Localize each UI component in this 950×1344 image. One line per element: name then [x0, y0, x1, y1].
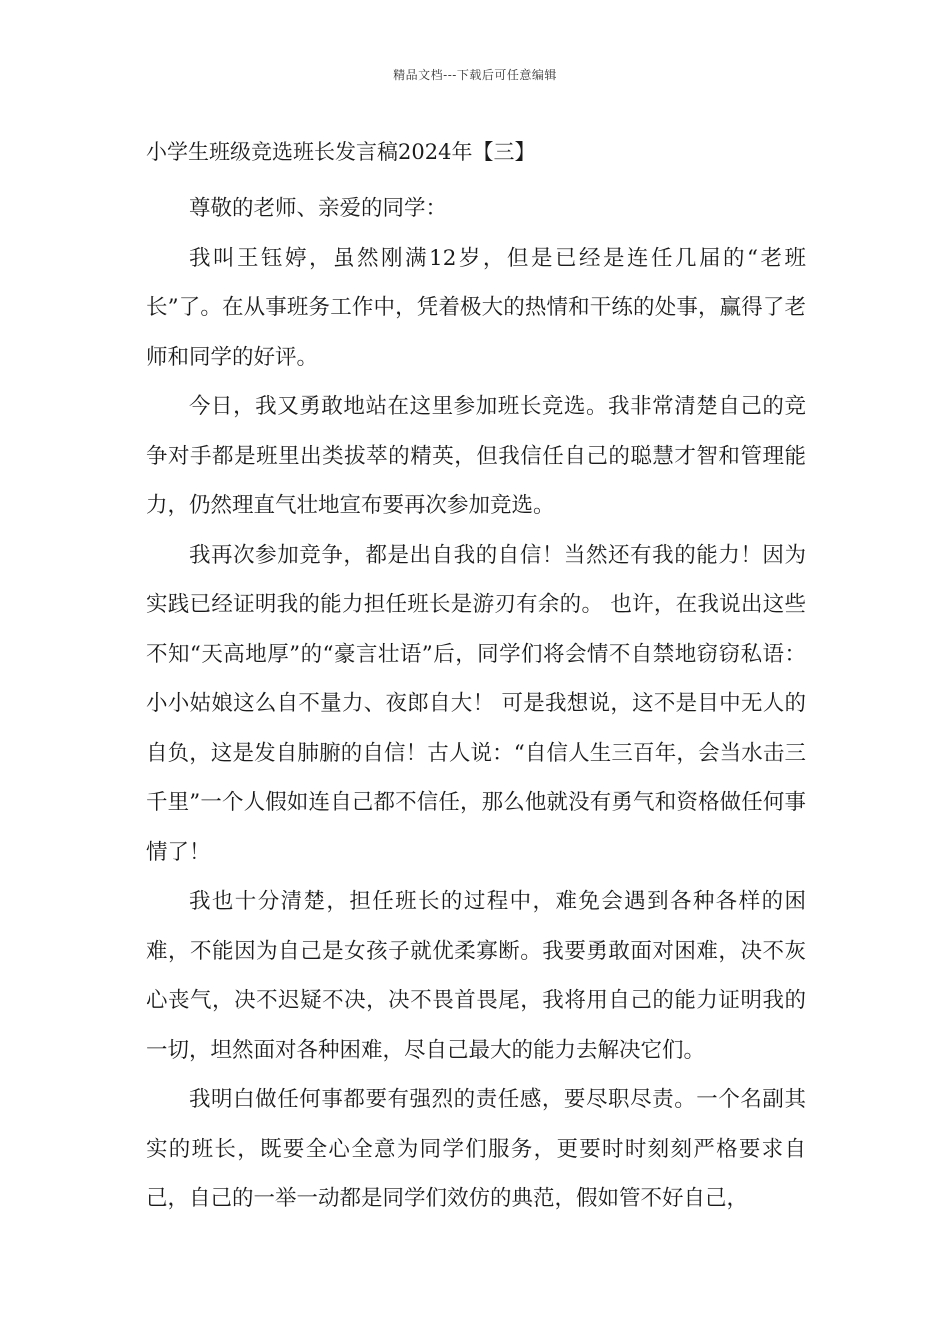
- paragraph-greeting: 尊敬的老师、亲爱的同学：: [189, 196, 448, 221]
- paragraph: 我再次参加竞争，都是出自我的自信！当然还有我的能力！因为实践已经证明我的能力担任班长是游刃有余的。 也许，在我说出这些不知“天高地厚”的“豪言壮语”后，同学们将会情不自禁地窃窃私语：小小姑娘这么自不量力、夜郎自大！ 可是我想说，这不是目中无人的自负，这是发自肺腑的自信！古人说：“自信人生三百年，会当水击三千里”一个人假如连自己都不信任，那么他就没有勇气和资格做任何事情了！: [146, 542, 806, 865]
- paragraph: 今日，我又勇敢地站在这里参加班长竞选。我非常清楚自己的竞争对手都是班里出类拔萃的精英，但我信任自己的聪慧才智和管理能力，仍然理直气壮地宣布要再次参加竞选。: [146, 394, 806, 518]
- document-body: [146, 184, 806, 1224]
- paragraph: 我也十分清楚，担任班长的过程中，难免会遇到各种各样的困难，不能因为自己是女孩子就优柔寡断。我要勇敢面对困难，决不灰心丧气，决不迟疑不决，决不畏首畏尾，我将用自己的能力证明我的一切，坦然面对各种困难，尽自己最大的能力去解决它们。: [146, 889, 806, 1063]
- document-title: 小学生班级竞选班长发言稿2024年【三】: [146, 140, 536, 164]
- paragraph: 我明白做任何事都要有强烈的责任感，要尽职尽责。一个名副其实的班长，既要全心全意为同学们服务，更要时时刻刻严格要求自己，自己的一举一动都是同学们效仿的典范，假如管不好自己，: [146, 1087, 806, 1211]
- page-header: 精品文档---下载后可任意编辑: [393, 68, 557, 82]
- paragraph: 我叫王钰婷，虽然刚满12岁，但是已经是连任几届的“老班长”了。在从事班务工作中，凭着极大的热情和干练的处事，赢得了老师和同学的好评。: [146, 245, 806, 370]
